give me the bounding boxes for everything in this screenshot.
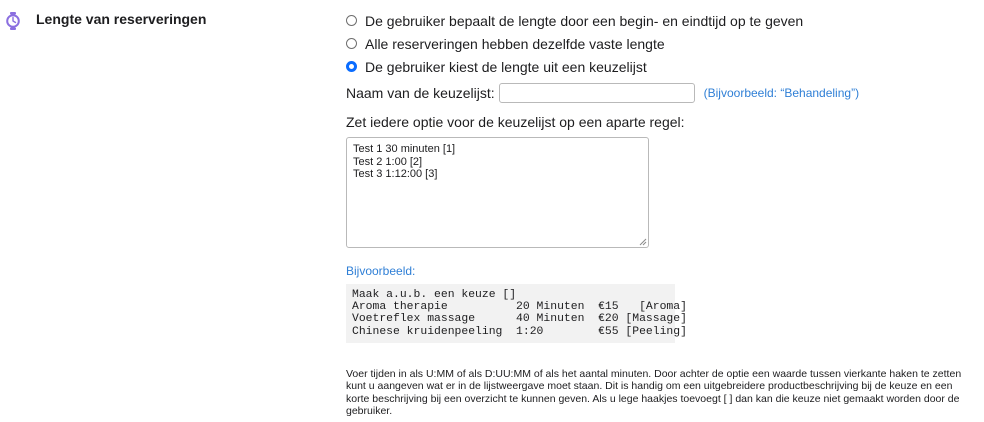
options-line: Test 3 1:12:00 [3]	[353, 168, 438, 180]
radio-option-fixed-length[interactable]	[346, 32, 976, 55]
radio-label: De gebruiker bepaalt de lengte door een begin- en eindtijd op te geven	[365, 12, 804, 29]
example-label: Bijvoorbeeld:	[346, 264, 416, 278]
example-line: Chinese kruidenpeeling 1:20 €55 [Peeling]	[352, 325, 687, 338]
example-block	[346, 284, 687, 343]
section-title: Lengte van reserveringen	[36, 11, 207, 27]
radio-button[interactable]	[346, 38, 357, 49]
stopwatch-icon	[6, 12, 20, 30]
radio-label: De gebruiker kiest de lengte uit een keuzelijst	[365, 58, 647, 75]
example-line: Voetreflex massage 40 Minuten €20 [Massage]	[352, 313, 687, 326]
radio-option-start-end[interactable]	[346, 9, 976, 32]
radio-button-selected[interactable]	[346, 61, 357, 72]
radio-option-choice-list[interactable]	[346, 55, 976, 78]
list-name-input[interactable]	[499, 83, 695, 103]
options-line: Test 1 30 minuten [1]	[353, 143, 456, 155]
list-name-label: Naam van de keuzelijst:	[346, 85, 495, 101]
example-line: Maak a.u.b. een keuze []	[352, 289, 517, 301]
options-label: Zet iedere optie voor de keuzelijst op een aparte regel:	[346, 114, 685, 130]
booking-length-settings	[346, 9, 976, 418]
options-line: Test 2 1:00 [2]	[353, 155, 423, 168]
options-textarea[interactable]	[346, 137, 649, 248]
example-line: Aroma therapie 20 Minuten €15 [Aroma]	[352, 301, 687, 314]
list-name-row	[346, 80, 976, 106]
list-name-hint: (Bijvoorbeeld: “Behandeling”)	[703, 86, 860, 100]
radio-label: Alle reserveringen hebben dezelfde vaste lengte	[365, 35, 665, 52]
resize-grip-icon[interactable]	[639, 238, 647, 246]
radio-button[interactable]	[346, 15, 357, 26]
help-text: Voer tijden in als U:MM of als D:UU:MM of als het aantal minuten. Door achter de optie een waarde tussen vierkante haken te zetten kunt u aangeven wat er in de lijstweergave moet staan. Dit is handig om een uitgebreidere productbeschrijving bij de keuze en een korte beschrijving bij een overzicht te kunnen geven. Als u lege haakjes toevoegt [ ] dan kan die keuze niet gemaakt worden door de gebruiker.	[346, 367, 962, 418]
